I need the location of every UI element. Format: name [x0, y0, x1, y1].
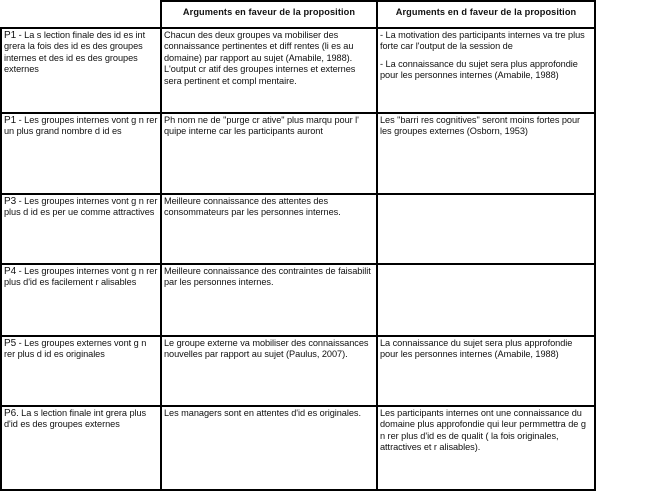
row-divider — [0, 405, 596, 407]
row-divider — [0, 335, 596, 337]
proposition-tag: P1 — [4, 30, 17, 41]
proposition-text: - Les groupes internes vont g n rer plus d id es per ue comme attractives — [4, 196, 158, 218]
argument-pour-cell: Chacun des deux groupes va mobiliser des connaissance pertinentes et diff rentes (li es au domaine) par rapport au sujet (Amabile, 1988). L'output cr atif des groupes internes et externes sera pertinent et compl mentaire. — [164, 30, 356, 86]
proposition-cell — [2, 196, 160, 219]
proposition-cell — [2, 408, 160, 431]
argument-contre-item: - La motivation des participants internes va tre plus forte car l'output de la session de — [380, 30, 585, 52]
proposition-tag: P3 — [4, 196, 17, 207]
argument-contre-cell — [378, 115, 594, 138]
argument-contre-item: - La connaissance du sujet sera plus approfondie pour les personnes internes (Amabile, 1988) — [380, 58, 578, 81]
proposition-cell — [2, 30, 160, 76]
proposition-text: - Les groupes internes vont g n rer un plus grand nombre d id es — [4, 115, 158, 137]
table-border-top — [160, 0, 596, 2]
argument-pour-cell: Ph nom ne de "purge cr ative" plus marqu pour l' quipe interne car les participants auront — [164, 115, 359, 137]
argument-contre-cell — [378, 408, 594, 454]
argument-contre-cell — [378, 338, 594, 361]
proposition-tag: P1 — [4, 115, 17, 126]
argument-pour-cell: Les managers sont en attentes d'id es originales. — [164, 408, 361, 418]
proposition-text: - Les groupes internes vont g n rer plus d'id es facilement r alisables — [4, 266, 158, 288]
proposition-tag: P4 — [4, 266, 17, 277]
argument-contre-item: La connaissance du sujet sera plus approfondie pour les personnes internes (Amabile, 1988) — [380, 338, 573, 360]
argument-contre-item: Les "barri res cognitives" seront moins fortes pour les groupes externes (Osborn, 1953) — [380, 115, 581, 137]
argument-pour-cell: Meilleure connaissance des contraintes de faisabilit par les personnes internes. — [164, 266, 371, 288]
proposition-cell — [2, 338, 160, 361]
proposition-text: . La s lection finale int grera plus d'id es des groupes externes — [4, 408, 147, 430]
header-divider — [0, 27, 596, 29]
proposition-cell — [2, 266, 160, 289]
argument-contre-item: Les participants internes ont une connaissance du domaine plus approfondie qui leur permmettra de g n rer plus d'id es de qualit ( la fois originales, attractives et r alisables). — [380, 408, 586, 453]
argument-pour-cell: Meilleure connaissance des attentes des consommateurs par les personnes internes. — [164, 196, 341, 218]
row-divider — [0, 193, 596, 195]
proposition-text: - La s lection finale des id es int grera la fois des id es des groupes internes et des id es des groupes externes — [4, 30, 146, 75]
row-divider — [0, 112, 596, 114]
argument-pour-cell: Le groupe externe va mobiliser des connaissances nouvelles par rapport au sujet (Paulus, 2007). — [164, 338, 369, 360]
proposition-tag: P6 — [4, 408, 17, 419]
proposition-text: - Les groupes externes vont g n rer plus d id es originales — [4, 338, 147, 360]
header-pour: Arguments en faveur de la proposition — [182, 7, 356, 17]
argument-contre-cell — [378, 30, 594, 82]
row-divider — [0, 263, 596, 265]
table-border-right — [594, 0, 596, 491]
header-contre: Arguments en d faveur de la proposition — [395, 7, 577, 17]
proposition-cell — [2, 115, 160, 138]
proposition-tag: P5 — [4, 338, 17, 349]
